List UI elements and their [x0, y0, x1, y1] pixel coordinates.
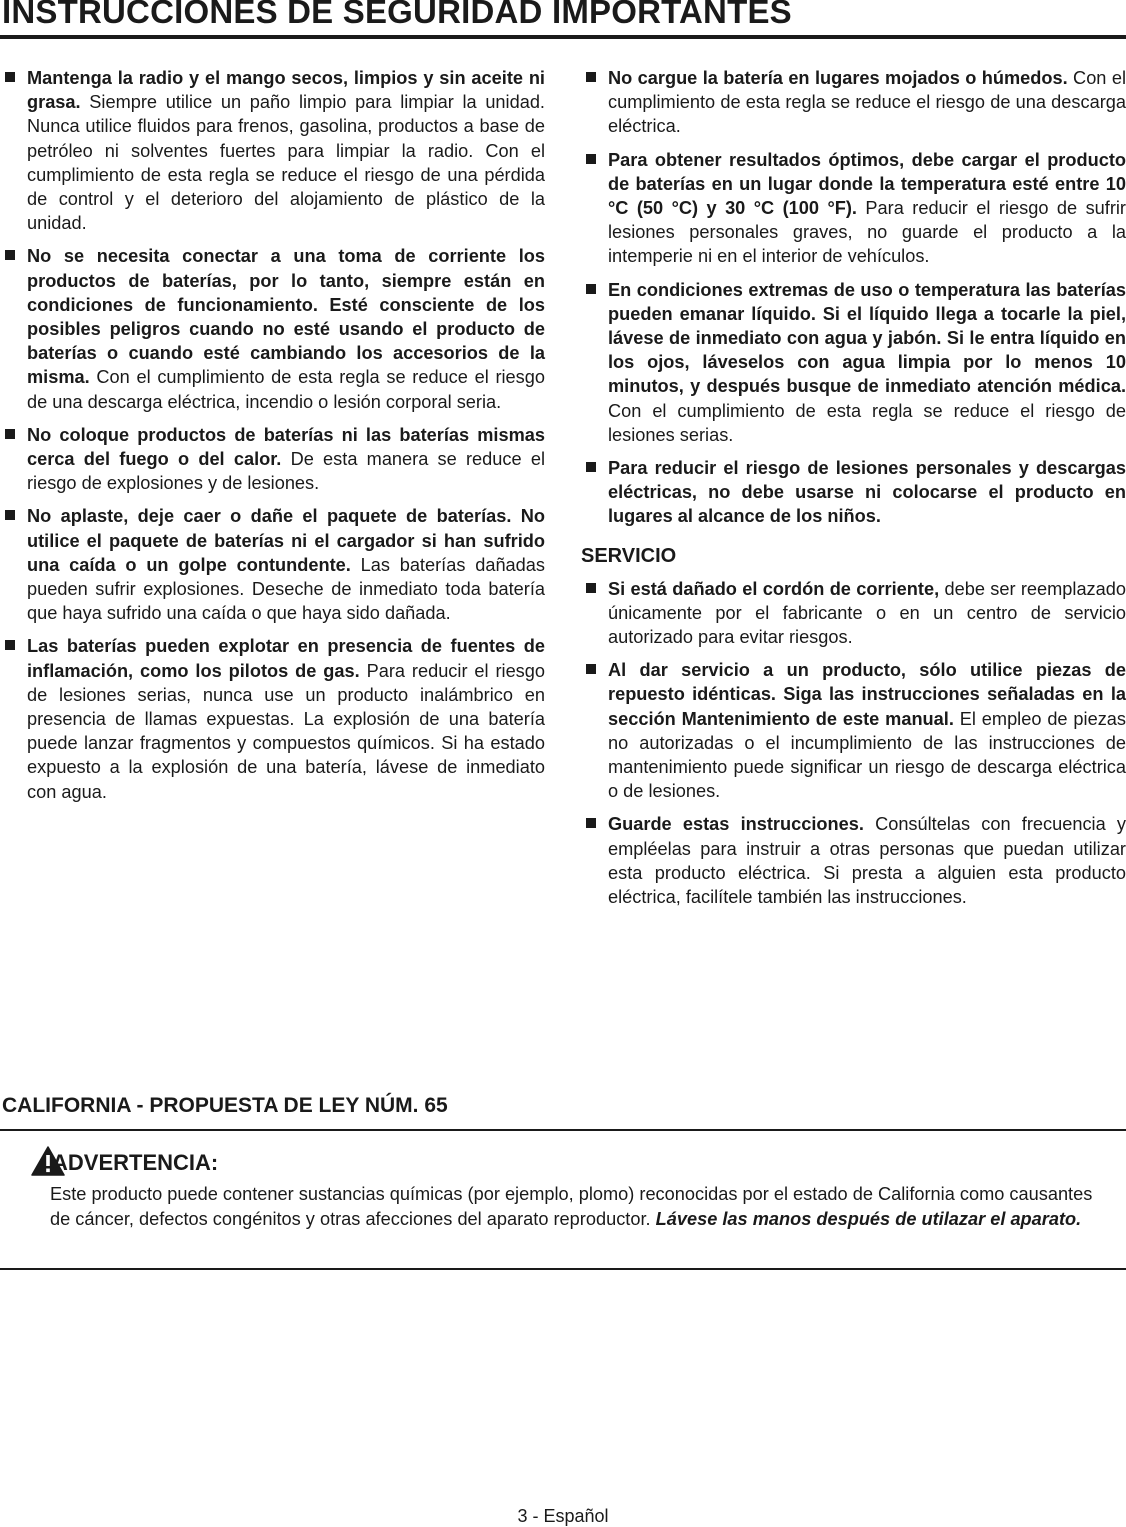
divider [0, 1268, 1126, 1270]
california-heading: CALIFORNIA - PROPUESTA DE LEY NÚM. 65 [2, 1094, 448, 1117]
safety-item [586, 148, 1126, 269]
safety-item-lead: No coloque productos de baterías ni las baterías mismas cerca del fuego o del calor. [27, 424, 545, 470]
safety-item-text: Con el cumplimiento de esta regla se reduce el riesgo de lesiones serias. [608, 400, 1126, 445]
service-item [586, 577, 1126, 650]
square-bullet-icon [586, 284, 596, 294]
safety-item [586, 66, 1126, 139]
safety-item-lead: En condiciones extremas de uso o temperatura las baterías pueden emanar líquido. Si el líquido llega a tocarle la piel, lávese de inmediato con agua y jabón. Si le entra líquido en los ojos, láveselos con agua limpia por lo menos 10 minutos, y después busque de inmediato atención médica. [608, 279, 1126, 397]
safety-item [5, 244, 545, 413]
service-item-text: Consúltelas con frecuencia y empléelas para instruir a otras personas que puedan utilizar esta producto eléctrica. Si presta a alguien esta producto eléctrica, facilítele también las instrucciones. [608, 814, 1126, 908]
square-bullet-icon [5, 250, 15, 260]
square-bullet-icon [586, 583, 596, 593]
left-column [5, 66, 545, 813]
square-bullet-icon [586, 72, 596, 82]
title-rule [0, 35, 1126, 39]
service-item-text: El empleo de piezas no autorizadas o el incumplimiento de las instrucciones de mantenimiento puede significar un riesgo de descarga eléctrica o de lesiones. [608, 708, 1126, 802]
safety-item [586, 456, 1126, 529]
square-bullet-icon [5, 72, 15, 82]
safety-item-text: Con el cumplimiento de esta regla se reduce el riesgo de una descarga eléctrica, incendio o lesión corporal seria. [27, 367, 545, 412]
square-bullet-icon [586, 664, 596, 674]
warning-label: ADVERTENCIA: [52, 1150, 219, 1175]
safety-item-lead: Las baterías pueden explotar en presencia de fuentes de inflamación, como los pilotos de gas. [27, 636, 545, 681]
safety-item-text: Siempre utilice un paño limpio para limpiar la unidad. Nunca utilice fluidos para frenos, gasolina, productos a base de petróleo ni solventes fuertes para limpiar la radio. Con el cumplimiento de esta regla se reduce el riesgo de una pérdida de control y el deterioro del alojamiento de plástico de la unidad. [27, 92, 545, 234]
service-item [586, 812, 1126, 909]
page-footer: 3 - Español [517, 1506, 609, 1526]
warning-body-text: Este producto puede contener sustancias químicas (por ejemplo, plomo) reconocidas por el estado de California como causantes de cáncer, defectos congénitos y otras afecciones del aparato reproductor. [50, 1184, 1093, 1229]
safety-item-text: Las baterías dañadas pueden sufrir explosiones. Deseche de inmediato toda batería que haya sufrido una caída o que haya sido dañada. [27, 554, 545, 624]
square-bullet-icon [5, 640, 15, 650]
safety-item-lead: No cargue la batería en lugares mojados o húmedos. [608, 68, 1068, 88]
safety-item [586, 278, 1126, 447]
safety-item-lead: No aplaste, deje caer o dañe el paquete de baterías. No utilice el paquete de baterías ni el cargador si han sufrido una caída o un golpe contundente. [27, 506, 545, 575]
service-item-lead: Si está dañado el cordón de corriente, [608, 578, 940, 599]
safety-item-text: Para reducir el riesgo de sufrir lesiones personales graves, no guarde el producto a la intemperie ni en el interior de vehículos. [608, 198, 1126, 267]
safety-item-lead: No se necesita conectar a una toma de corriente los productos de baterías, por lo tanto, siempre están en condiciones de funcionamiento. Esté consciente de los posibles peligros cuando no esté usando el producto de baterías o cuando esté cambiando los accesorios de la misma. [27, 246, 545, 388]
safety-item-lead: Para obtener resultados óptimos, debe cargar el producto de baterías en un lugar donde la temperatura esté entre 10 °C (50 °C) y 30 °C (100 °F). [608, 149, 1126, 219]
safety-item-lead: Mantenga la radio y el mango secos, limpios y sin aceite ni grasa. [27, 68, 545, 113]
square-bullet-icon [586, 154, 596, 164]
service-item-lead: Al dar servicio a un producto, sólo utilice piezas de repuesto idénticas. Siga las instrucciones señaladas en la sección Mantenimiento de este manual. [608, 660, 1126, 729]
safety-item-text: De esta manera se reduce el riesgo de explosiones y de lesiones. [27, 449, 545, 494]
safety-item [5, 423, 545, 496]
divider [0, 1129, 1126, 1131]
page-title: INSTRUCCIONES DE SEGURIDAD IMPORTANTES [2, 0, 792, 30]
servicio-heading: SERVICIO [581, 544, 677, 567]
safety-item-lead: Para reducir el riesgo de lesiones personales y descargas eléctricas, no debe usarse ni colocarse el producto en lugares al alcance de los niños. [608, 458, 1126, 527]
square-bullet-icon [586, 818, 596, 828]
safety-item [5, 504, 545, 625]
service-item-text: debe ser reemplazado únicamente por el fabricante o en un centro de servicio autorizado para evitar riesgos. [608, 578, 1126, 648]
square-bullet-icon [586, 462, 596, 472]
safety-item-text: Con el cumplimiento de esta regla se reduce el riesgo de una descarga eléctrica. [608, 68, 1126, 137]
safety-item [5, 66, 545, 235]
square-bullet-icon [5, 429, 15, 439]
service-item-lead: Guarde estas instrucciones. [608, 814, 864, 835]
warning-emphasis: Lávese las manos después de utilazar el aparato. [655, 1208, 1082, 1229]
right-column [581, 66, 1126, 918]
safety-item-text: Para reducir el riesgo de lesiones serias, nunca use un producto inalámbrico en presencia de llamas expuestas. La explosión de una batería puede lanzar fragmentos y compuestos químicos. Si ha estado expuesto a la explosión de una batería, lávese de inmediato con agua. [27, 660, 546, 802]
warning-text [50, 1182, 1100, 1231]
safety-item [5, 634, 545, 803]
square-bullet-icon [5, 510, 15, 520]
service-item [586, 658, 1126, 803]
